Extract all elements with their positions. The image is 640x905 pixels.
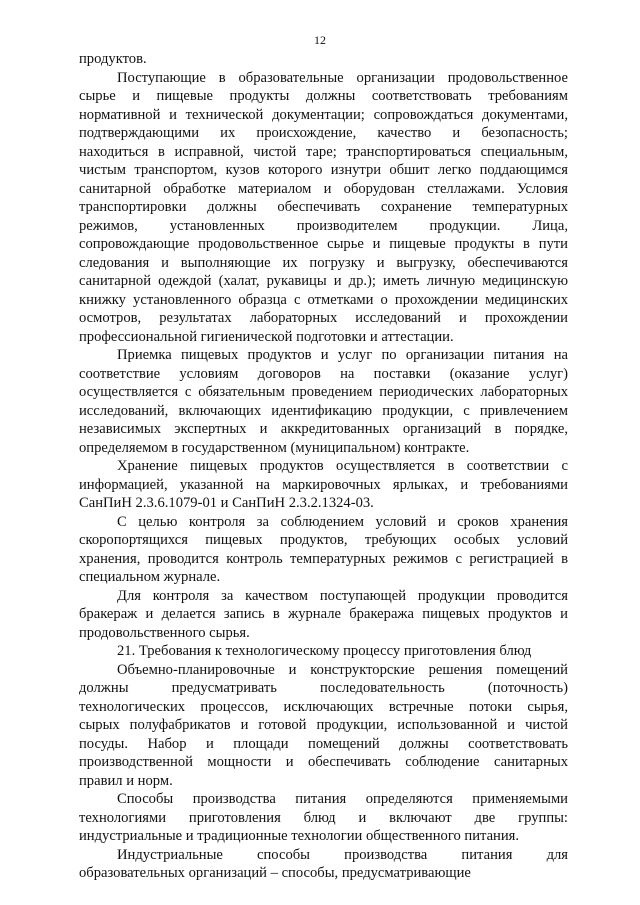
text-line: сырье и пищевые продукты должны соответствовать требованиям [79, 88, 568, 104]
document-body [79, 50, 568, 883]
text-line: Поступающие в образовательные организации продовольственное [117, 69, 568, 86]
text-line: чистым транспортом, кузов которого изнутри обшит легко поддающимся [79, 162, 568, 178]
text-line: книжку установленного образца с отметками о прохождении медицинских [79, 291, 568, 308]
text-line: сопровождающие продовольственное сырье и пищевые продукты в пути [79, 236, 568, 252]
text-line: бракераж и делается запись в журнале бракеража пищевых продуктов и [79, 606, 568, 622]
paragraph [79, 790, 568, 846]
text-line: независимых экспертных и аккредитованных организаций в порядке, [79, 421, 568, 437]
paragraph [79, 50, 568, 69]
text-line: санитарной одеждой (халат, рукавицы и др.); иметь личную медицинскую [79, 273, 568, 289]
text-line: правил и норм. [79, 772, 173, 789]
text-line: сырых полуфабрикатов и готовой продукции, использованной и чистой [79, 717, 568, 733]
text-line: режимов, установленных производителем продукции. Лица, [79, 217, 568, 234]
text-line: санитарной обработке материалом и оборудован стеллажами. Условия [79, 180, 568, 197]
text-line: Хранение пищевых продуктов осуществляется в соответствии с [117, 458, 568, 474]
text-line: следования и выполняющие их погрузку и выгрузку, обеспечиваются [79, 254, 568, 271]
text-line: профессиональной гигиенической подготовки и аттестации. [79, 328, 454, 345]
text-line: подтверждающими их происхождение, качество и безопасность; [79, 125, 568, 141]
text-line: С целью контроля за соблюдением условий и сроков хранения [117, 513, 568, 530]
paragraph [79, 587, 568, 643]
paragraph [79, 846, 568, 883]
text-line: исследований, включающих идентификацию продукции, с привлечением [79, 402, 568, 419]
paragraph [79, 69, 568, 347]
paragraph [79, 457, 568, 513]
text-line: скоропортящихся пищевых продуктов, требующих особых условий [79, 532, 568, 548]
text-line: СанПиН 2.3.6.1079-01 и СанПиН 2.3.2.1324-03. [79, 495, 374, 511]
paragraph [79, 346, 568, 457]
text-line: хранения, проводится контроль температурных режимов с регистрацией в [79, 550, 568, 567]
text-line: образовательных организаций – способы, предусматривающие [79, 865, 471, 881]
text-line: информацией, указанной на маркировочных ярлыках, и требованиями [79, 476, 568, 493]
text-line: Индустриальные способы производства питания для [117, 846, 568, 863]
text-line: Способы производства питания определяются применяемыми [117, 791, 568, 807]
text-line: продовольственного сырья. [79, 624, 250, 641]
text-line: транспортировки должны обеспечивать сохранение температурных [79, 199, 568, 215]
text-line: соответствие условиям договоров на поставки (оказание услуг) [79, 365, 568, 382]
paragraph [79, 661, 568, 791]
text-line: осуществляется с обязательным проведением периодических лабораторных [79, 384, 568, 400]
page-number: 12 [314, 33, 326, 47]
text-line: Для контроля за качеством поступающей продукции проводится [117, 587, 568, 604]
text-line: Объемно-планировочные и конструкторские решения помещений [117, 661, 568, 678]
text-line: находиться в исправной, чистой таре; транспортироваться специальным, [79, 143, 568, 160]
text-line: специальном журнале. [79, 569, 221, 585]
text-line: Приемка пищевых продуктов и услуг по организации питания на [117, 347, 568, 363]
paragraph [79, 642, 568, 661]
text-line: определяемом в государственном (муниципальном) контракте. [79, 439, 470, 456]
text-line: продуктов. [79, 51, 147, 67]
text-line: 21. Требования к технологическому процессу приготовления блюд [117, 643, 532, 659]
text-line: нормативной и технической документации; сопровождаться документами, [79, 106, 568, 123]
text-line: технологиями приготовления блюд и включают две группы: [79, 809, 568, 826]
text-line: осмотров, результатах лабораторных исследований и прохождении [79, 310, 568, 326]
text-line: производственной мощности и обеспечивать соблюдение санитарных [79, 754, 568, 770]
text-line: технологических процессов, исключающих встречные потоки сырья, [79, 698, 568, 715]
paragraph [79, 513, 568, 587]
text-line: должны предусматривать последовательность (поточность) [79, 680, 568, 696]
text-line: посуды. Набор и площади помещений должны соответствовать [79, 735, 568, 752]
text-line: индустриальные и традиционные технологии общественного питания. [79, 828, 520, 844]
